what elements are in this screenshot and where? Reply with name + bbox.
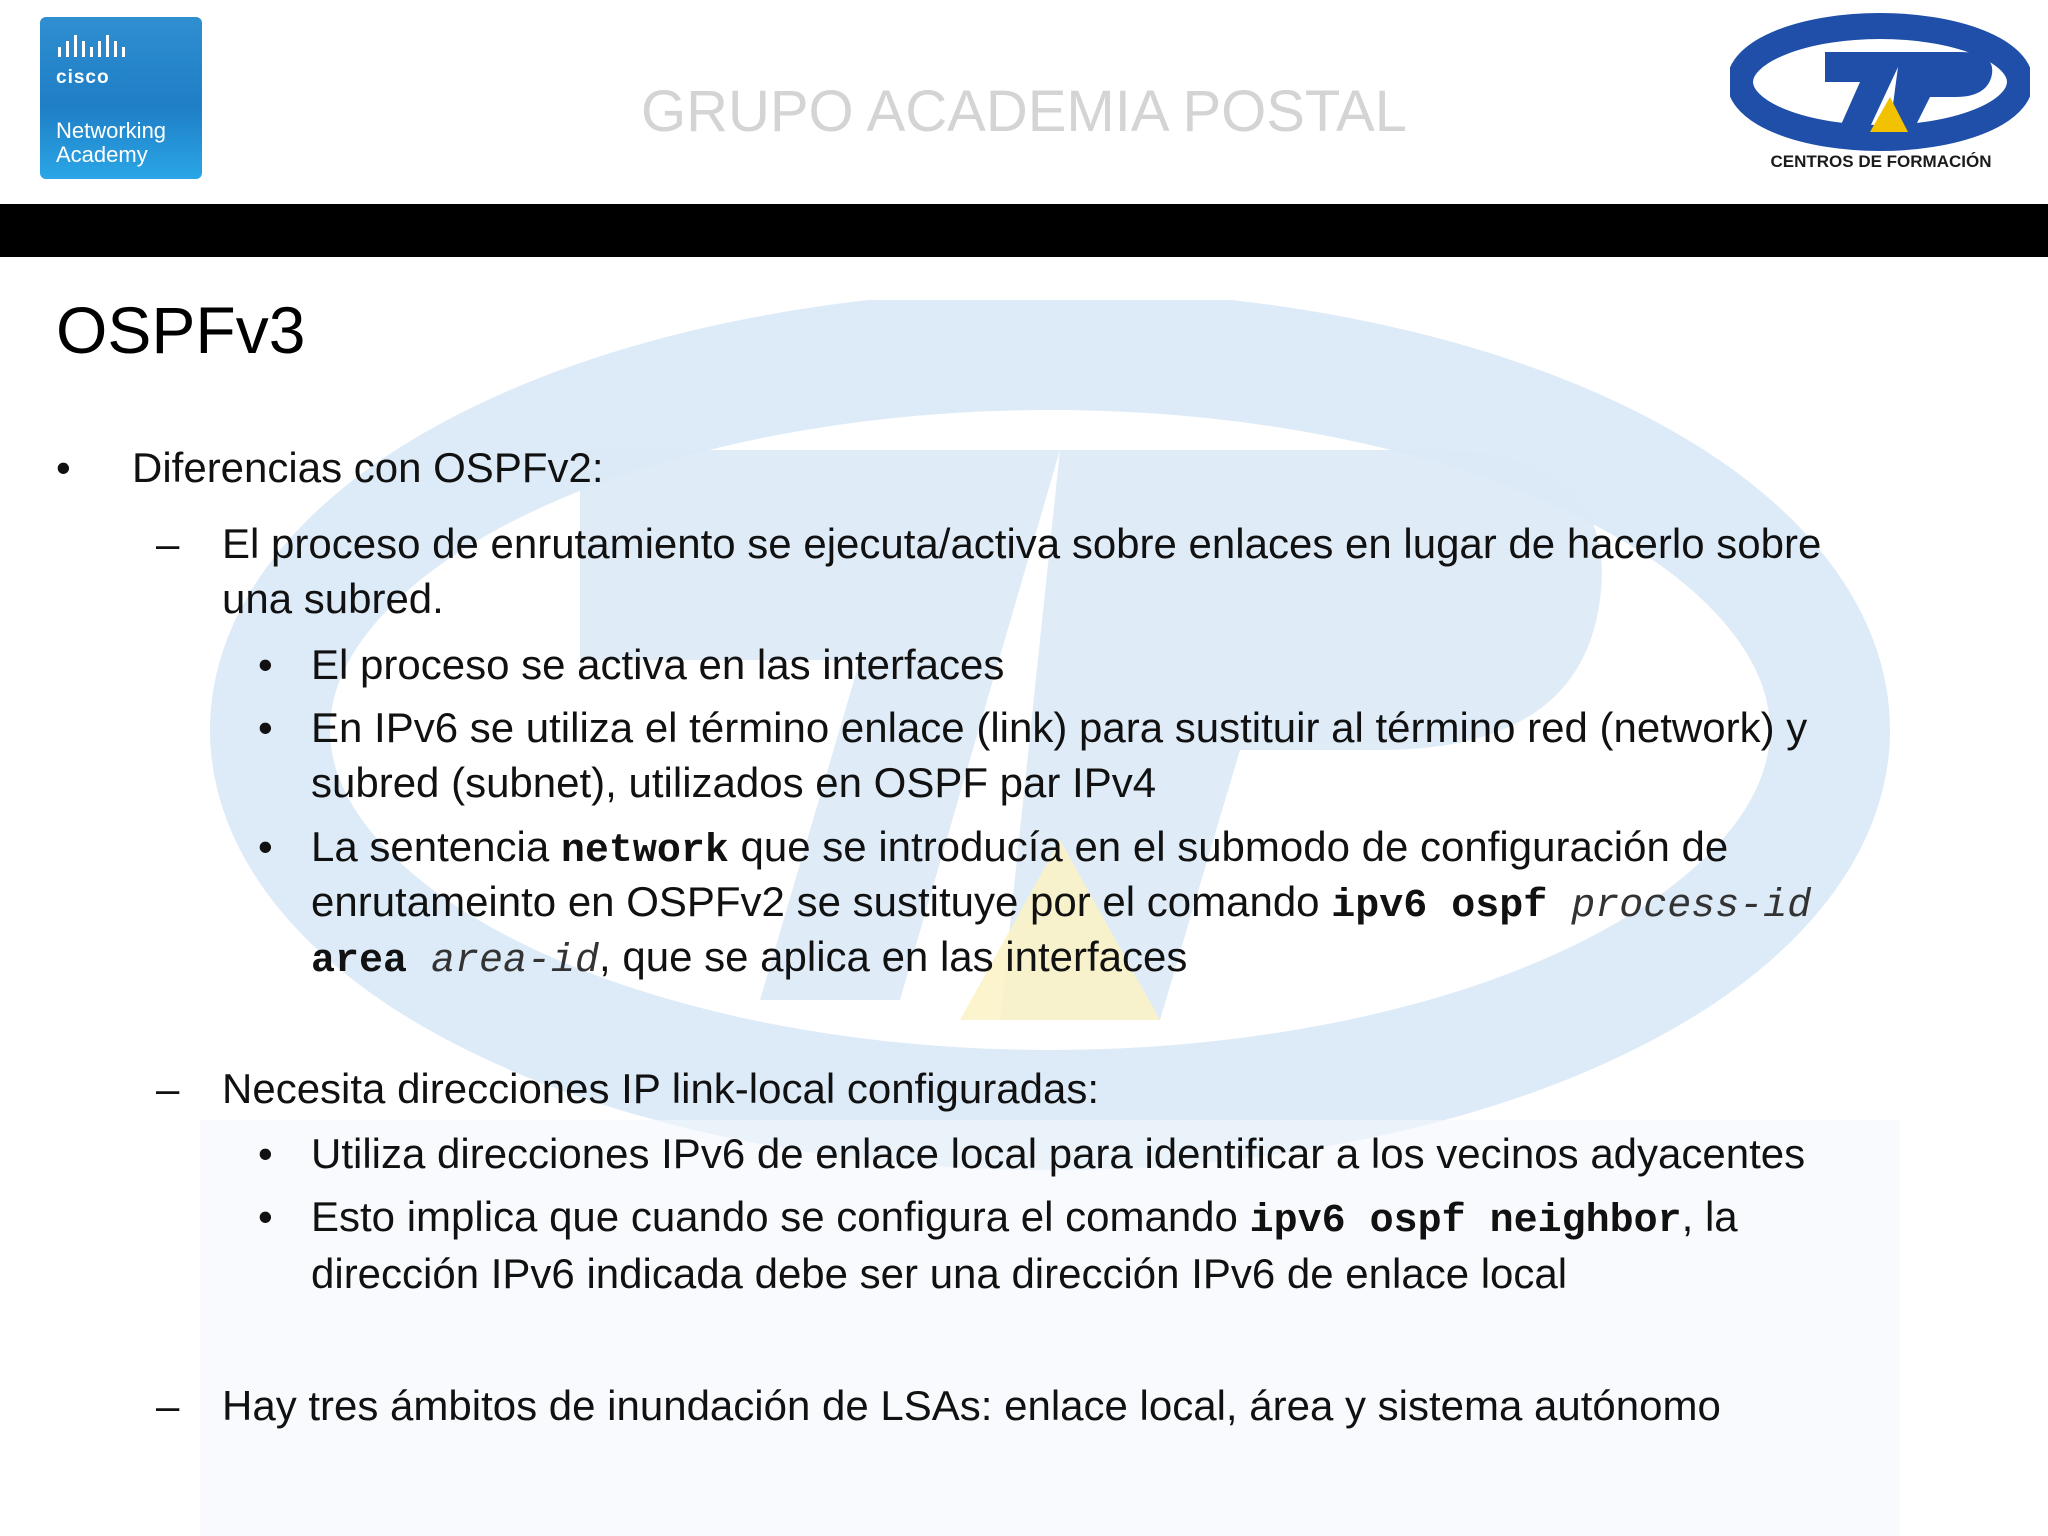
slide-title: OSPFv3 [56, 293, 306, 367]
command-ipv6-ospf: ipv6 ospf [1331, 884, 1548, 929]
command-area: area [311, 939, 408, 984]
sub-bullet-interfaces-text: El proceso se activa en las interfaces [311, 641, 1005, 688]
command-network: network [560, 829, 729, 874]
dash-routing-process-line1: El proceso de enrutamiento se ejecuta/activa sobre enlaces en lugar de hacerlo sobre [222, 520, 1822, 567]
dash-marker: – [156, 1065, 180, 1112]
text-segment: enrutameinto en OSPFv2 se sustituye por el comando [311, 878, 1332, 925]
dash-marker: – [156, 1382, 180, 1429]
sub-bullet-marker: • [258, 1193, 273, 1240]
sub-bullet-link-term-line1: En IPv6 se utiliza el término enlace (link) para sustituir al término red (network) y [311, 704, 1808, 751]
text-segment: , que se aplica en las interfaces [599, 933, 1188, 980]
sub-bullet-network-statement-line1 [311, 819, 1728, 879]
sub-bullet-marker: • [258, 704, 273, 751]
dash-link-local-text: Necesita direcciones IP link-local configuradas: [222, 1065, 1099, 1112]
command-ipv6-ospf-neighbor: ipv6 ospf neighbor [1249, 1199, 1682, 1244]
text-segment: que se introducía en el submodo de configuración de [728, 823, 1729, 870]
sub-bullet-marker: • [258, 1130, 273, 1177]
dash-routing-process-line2: una subred. [222, 575, 444, 622]
sub-bullet-marker: • [258, 823, 273, 870]
cisco-product-line2: Academy [56, 142, 148, 167]
sub-bullet-neighbor-command-line1 [311, 1189, 1738, 1249]
sub-bullet-neighbor-command-line2: dirección IPv6 indicada debe ser una dirección IPv6 de enlace local [311, 1250, 1568, 1297]
bullet-differences-text: Diferencias con OSPFv2: [132, 444, 604, 491]
sub-bullet-marker: • [258, 641, 273, 688]
sub-bullet-network-statement-line3 [311, 929, 1187, 989]
header-title: GRUPO ACADEMIA POSTAL [640, 79, 1407, 144]
dash-marker: – [156, 520, 180, 567]
sub-bullet-link-term-line2: subred (subnet), utilizados en OSPF par IPv4 [311, 759, 1157, 806]
cisco-brand-text: cisco [56, 67, 110, 88]
text-segment: La sentencia [311, 823, 561, 870]
academia-postal-caption: CENTROS DE FORMACIÓN [1770, 152, 1992, 171]
bullet-marker: • [56, 444, 71, 491]
sub-bullet-network-statement-line2 [311, 874, 1811, 934]
sub-bullet-neighbors-text: Utiliza direcciones IPv6 de enlace local para identificar a los vecinos adyacentes [311, 1130, 1806, 1177]
cisco-product-line1: Networking [56, 118, 167, 143]
command-process-id: process-id [1547, 884, 1812, 929]
text-segment: Esto implica que cuando se configura el comando [311, 1193, 1250, 1240]
text-segment: , la [1681, 1193, 1738, 1240]
command-area-id: area-id [407, 939, 600, 984]
dash-lsa-flooding-text: Hay tres ámbitos de inundación de LSAs: enlace local, área y sistema autónomo [222, 1382, 1721, 1429]
